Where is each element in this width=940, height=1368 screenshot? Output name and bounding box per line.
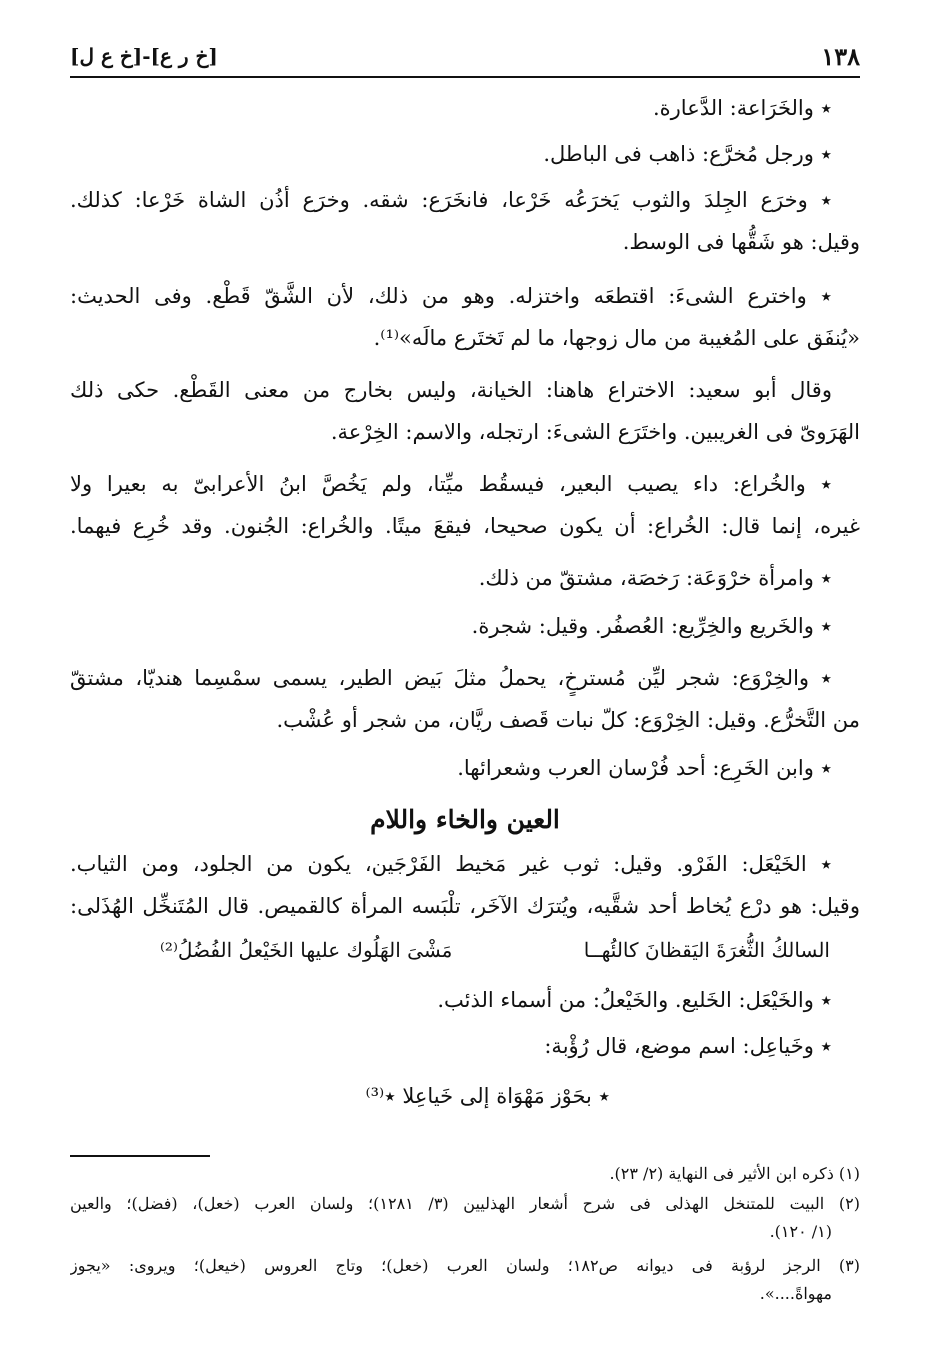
- text-line: ٭ وخَياعِل: اسم موضع، قال رُؤْبة:: [544, 1034, 832, 1058]
- footnote: (٣) الرجز لرؤبة فى ديوانه ص١٨٢؛ ولسان العرب (خعل)؛ وتاج العروس (خيعل)؛ ويروى: «يجوز: [70, 1256, 860, 1275]
- verse-second-hemistich: مَشْىَ الهَلُوك عليها الخَيْعلُ الفُضُلُ⁽²⁾: [160, 938, 453, 962]
- text-line: وقيل: هو شَقُّها فى الوسط.: [622, 230, 860, 254]
- text-line: ٭ والخِرْوَع: شجر ليِّن مُسترخٍ، يحملُ مثلَ بَيض الطير، يسمى سمْسِما هنديّا، مشتقّ: [70, 666, 832, 690]
- text-line: ٭ والخُراع: داء يصيب البعير، فيسقُط ميِّتا، ولم يَخُصَّ ابنُ الأعرابىّ به بعيرا ولا: [70, 472, 832, 496]
- section-heading: العين والخاء واللام: [370, 805, 560, 834]
- text-line: ٭ الخَيْعَل: الفَرْو. وقيل: ثوب غير مَخيط الفَرْجَين، يكون من الجلود، ومن الثياب.: [70, 852, 832, 876]
- text-line: الهَرَوىّ فى الغريبين. واختَرَع الشىءَ: ارتجله، والاسم: الخِرْعة.: [330, 420, 860, 444]
- text-line: غيره، إنما قال: الخُراع: أن يكون صحيحا، فيقعَ ميتًا. والخُراع: الجُنون. وقد خُرِع فيهما.: [70, 514, 860, 538]
- text-line: ٭ والخَيْعَل: الخَليع. والخَيْعلُ: من أسماء الذئب.: [437, 988, 832, 1012]
- text-line: وقيل: هو درْع يُخاط أحد شقَّيه، ويُترَك الآخَر، تلْبَسه المرأة كالقميص. قال المُتَنخِّل الهُذَلى:: [70, 894, 860, 918]
- footnote: (١) ذكره ابن الأثير فى النهاية (٢/ ٢٣).: [609, 1164, 860, 1183]
- verse-first-hemistich: السالكُ الثُّغرَةَ اليَقظانَ كالئُهــا: [583, 938, 830, 962]
- text-line: ٭ وخرَع الجِلدَ والثوب يَخرَعُه خَرْعا، فانخَرَع: شقه. وخرَع أذُن الشاة خَرْعا: كذلك.: [70, 188, 832, 212]
- footnote: (٢) البيت للمتنخل الهذلى فى شرح أشعار الهذليين (٣/ ١٢٨١)؛ ولسان العرب (خعل)، (فضل)؛ والعين: [70, 1194, 860, 1213]
- footnote: (١/ ١٢٠).: [769, 1222, 832, 1241]
- text-line: ٭ والخَرَاعة: الدَّعارة.: [652, 96, 832, 120]
- text-line: ٭ واخترع الشىءَ: اقتطعَه واختزله. وهو من ذلك، لأن الشَّقّ قَطْع. وفى الحديث:: [70, 284, 832, 308]
- text-line: ٭ والخَريع والخِرِّيع: العُصفُر. وقيل: شجرة.: [471, 614, 832, 638]
- running-head: [خ ر ع]-[خ ع ل]: [70, 44, 218, 68]
- text-line: ٭ وامرأة خرْوَعَة: رَخصَة، مشتقّ من ذلك.: [478, 566, 832, 590]
- text-line: من التَّخرُّع. وقيل: الخِرْوَع: كلّ نبات قَصف ريَّان، من شجر أو عُشْب.: [276, 708, 860, 732]
- rajaz-verse: ٭ بحَوْز مَهْوَاة إلى خَياعِلا ٭⁽³⁾: [365, 1084, 610, 1108]
- text-line: ٭ وابن الخَرِع: أحد فُرْسان العرب وشعرائها.: [457, 756, 832, 780]
- page-header: [70, 42, 860, 78]
- text-line: وقال أبو سعيد: الاختراع هاهنا: الخيانة، وليس بخارج من معنى القَطْع. حكى ذلك: [70, 378, 832, 402]
- page-number: ١٣٨: [821, 42, 860, 71]
- footnote: مهواةً....».: [759, 1284, 832, 1303]
- text-line: ٭ ورجل مُخرَّع: ذاهب فى الباطل.: [543, 142, 832, 166]
- text-line: «يُنفَق على المُغيبة من مال زوجها، ما لم تَختَرع مالَه»⁽¹⁾.: [373, 326, 860, 350]
- book-page: [70, 30, 860, 1350]
- footnote-divider: [70, 1155, 210, 1157]
